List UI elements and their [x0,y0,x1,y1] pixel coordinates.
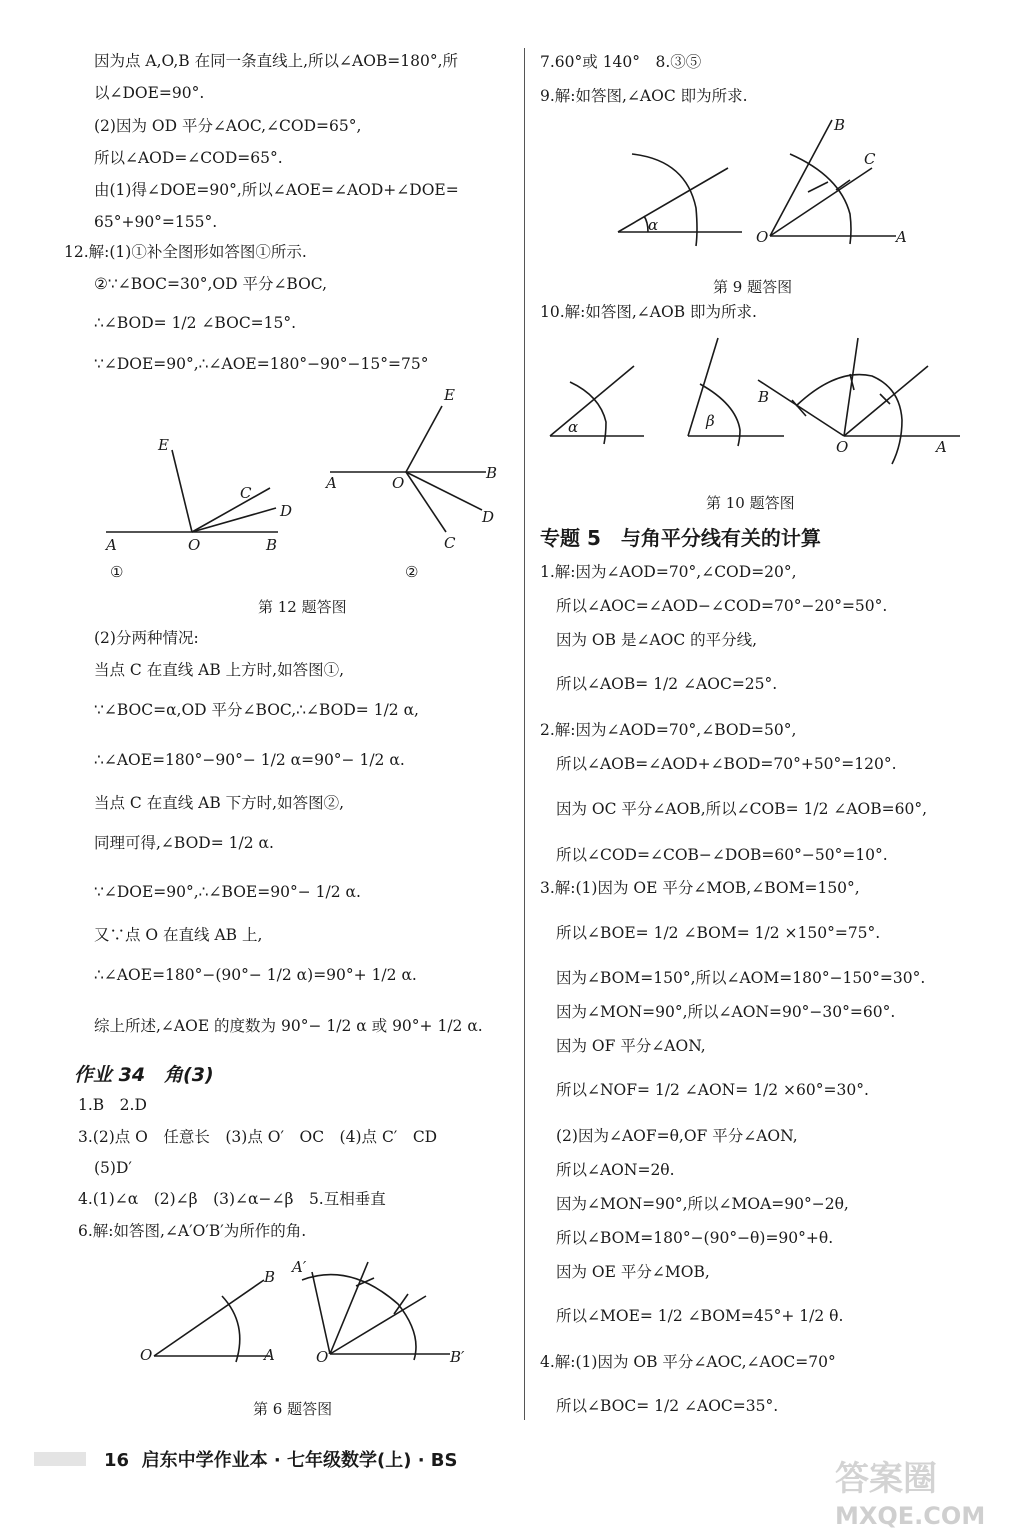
svg-text:β: β [706,412,715,430]
svg-text:E: E [444,386,455,404]
text-line: 4.(1)∠α (2)∠β (3)∠α−∠β 5.互相垂直 [78,1190,386,1208]
text-line: (5)D′ [94,1159,132,1177]
text-line: 65°+90°=155°. [94,213,218,231]
svg-text:D: D [482,508,495,526]
text-line: 所以∠NOF= 1/2 ∠AON= 1/2 ×60°=30°. [556,1081,869,1099]
text-line: 因为 OC 平分∠AOB,所以∠COB= 1/2 ∠AOB=60°, [556,800,928,818]
svg-text:B′: B′ [450,1348,465,1366]
text-line: 10.解:如答图,∠AOB 即为所求. [540,303,757,321]
watermark-url: MXQE.COM [835,1502,986,1530]
text-line: 所以∠BOC= 1/2 ∠AOC=35°. [556,1397,779,1415]
fig12-label-1: ① [110,563,124,581]
svg-text:A: A [264,1346,275,1364]
text-line: 所以∠AOC=∠AOD−∠COD=70°−20°=50°. [556,597,888,615]
svg-text:B: B [266,536,278,554]
text-line: (2)因为∠AOF=θ,OF 平分∠AON, [556,1127,798,1145]
svg-text:O: O [188,536,201,554]
svg-text:C: C [444,534,456,552]
text-line: 所以∠BOM=180°−(90°−θ)=90°+θ. [556,1229,834,1247]
footer [104,1446,458,1472]
svg-text:A: A [326,474,337,492]
figure-12 [98,380,518,580]
watermark-logo: 答案圈 [835,1459,937,1499]
svg-text:A′: A′ [292,1258,307,1276]
section-heading-34: 作业 34 角(3) [74,1064,214,1086]
text-line: 所以∠MOE= 1/2 ∠BOM=45°+ 1/2 θ. [556,1307,844,1325]
svg-text:E: E [158,436,169,454]
text-line: 3.解:(1)因为 OE 平分∠MOB,∠BOM=150°, [540,879,860,897]
svg-text:O: O [756,228,769,246]
figure-12-1 [106,450,278,532]
text-line: 因为∠BOM=150°,所以∠AOM=180°−150°=30°. [556,969,926,987]
svg-text:O′: O′ [316,1348,332,1366]
svg-text:α: α [648,216,659,234]
page-number: 16 [104,1450,130,1471]
section-heading-topic5: 专题 5 与角平分线有关的计算 [540,526,821,550]
svg-text:C: C [864,150,876,168]
text-line: 所以∠BOE= 1/2 ∠BOM= 1/2 ×150°=75°. [556,924,881,942]
text-line: ∵∠DOE=90°,∴∠AOE=180°−90°−15°=75° [94,355,429,373]
text-line: 4.解:(1)因为 OB 平分∠AOC,∠AOC=70° [540,1353,836,1371]
svg-text:C: C [240,484,252,502]
text-line: 综上所述,∠AOE 的度数为 90°− 1/2 α 或 90°+ 1/2 α. [94,1017,483,1035]
text-line: ∵∠BOC=α,OD 平分∠BOC,∴∠BOD= 1/2 α, [94,701,419,719]
text-line: 同理可得,∠BOD= 1/2 α. [94,834,274,852]
text-line: 6.解:如答图,∠A′O′B′为所作的角. [78,1222,307,1240]
text-line: ∴∠AOE=180°−(90°− 1/2 α)=90°+ 1/2 α. [94,966,417,984]
text-line: 因为∠MON=90°,所以∠AON=90°−30°=60°. [556,1003,896,1021]
text-line: 9.解:如答图,∠AOC 即为所求. [540,87,748,105]
svg-text:A: A [936,438,947,456]
fig6-caption: 第 6 题答图 [253,1400,333,1418]
svg-text:O: O [140,1346,153,1364]
svg-text:B: B [758,388,770,406]
text-line: 2.解:因为∠AOD=70°,∠BOD=50°, [540,721,797,739]
svg-text:O: O [392,474,405,492]
text-line: 因为 OB 是∠AOC 的平分线, [556,631,758,649]
figure-10 [540,330,970,460]
fig10-caption: 第 10 题答图 [706,494,795,512]
text-line: 所以∠COD=∠COB−∠DOB=60°−50°=10°. [556,846,888,864]
text-line: 因为∠MON=90°,所以∠MOA=90°−2θ, [556,1195,849,1213]
text-line: 当点 C 在直线 AB 下方时,如答图②, [94,794,345,812]
text-line: 所以∠AOB=∠AOD+∠BOD=70°+50°=120°. [556,755,897,773]
column-divider [524,48,525,1420]
text-line: 因为 OE 平分∠MOB, [556,1263,710,1281]
text-line: 所以∠AON=2θ. [556,1161,675,1179]
svg-text:O: O [836,438,849,456]
text-line: 当点 C 在直线 AB 上方时,如答图①, [94,661,345,679]
text-line: 由(1)得∠DOE=90°,所以∠AOE=∠AOD+∠DOE= [94,181,459,199]
footer-bar [34,1452,86,1466]
figure-9 [610,112,930,252]
fig12-label-2: ② [405,563,419,581]
svg-text:D: D [280,502,293,520]
svg-text:B: B [486,464,498,482]
svg-text:α: α [568,418,579,436]
fig9-caption: 第 9 题答图 [713,278,793,296]
text-line: ∵∠DOE=90°,∴∠BOE=90°− 1/2 α. [94,883,361,901]
text-line: 3.(2)点 O 任意长 (3)点 O′ OC (4)点 C′ CD [78,1128,438,1146]
figure-6 [130,1250,510,1400]
text-line: 1.B 2.D [78,1096,147,1114]
text-line: (2)分两种情况: [94,629,199,647]
text-line: ∴∠BOD= 1/2 ∠BOC=15°. [94,314,297,332]
text-line: ∴∠AOE=180°−90°− 1/2 α=90°− 1/2 α. [94,751,405,769]
text-line: 1.解:因为∠AOD=70°,∠COD=20°, [540,563,797,581]
text-line: 又∵点 O 在直线 AB 上, [94,926,263,944]
text-line: 7.60°或 140° 8.③⑤ [540,53,702,71]
text-line: 因为点 A,O,B 在同一条直线上,所以∠AOB=180°,所 [94,52,459,70]
text-line: 所以∠AOB= 1/2 ∠AOC=25°. [556,675,778,693]
text-line: 因为 OF 平分∠AON, [556,1037,706,1055]
text-line: 所以∠AOD=∠COD=65°. [94,149,283,167]
text-line: 12.解:(1)①补全图形如答图①所示. [64,243,307,261]
text-line: 以∠DOE=90°. [94,84,205,102]
fig12-caption: 第 12 题答图 [258,598,347,616]
svg-text:A: A [896,228,907,246]
figure-12-2 [330,406,486,532]
svg-text:B: B [834,116,846,134]
text-line: ②∵∠BOC=30°,OD 平分∠BOC, [94,275,328,293]
svg-text:B: B [264,1268,276,1286]
text-line: (2)因为 OD 平分∠AOC,∠COD=65°, [94,117,362,135]
book-title: 启东中学作业本 · 七年级数学(上) · BS [141,1450,458,1471]
svg-text:A: A [106,536,117,554]
